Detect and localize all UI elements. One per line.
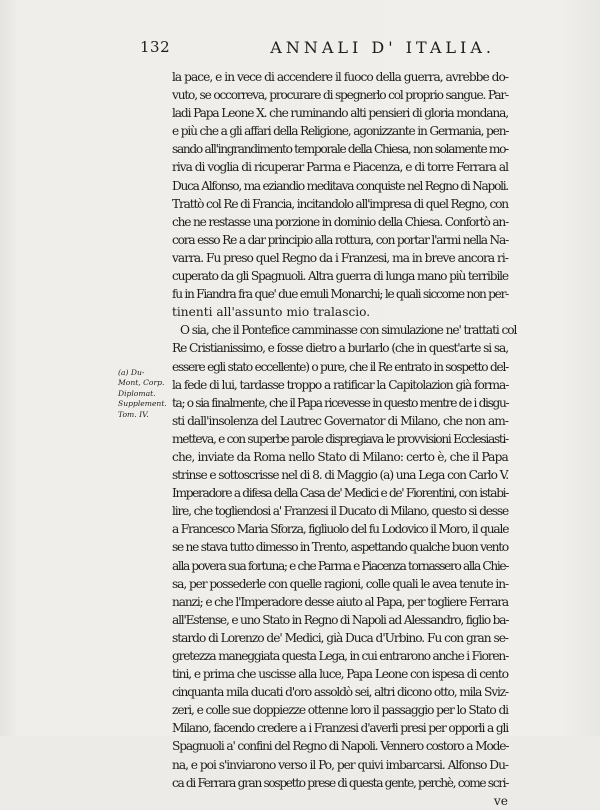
text-line: strinse e sottoscrisse nel di 8. di Maggio (a) una Lega con Carlo V. — [172, 468, 508, 483]
text-line: ta; o sia finalmente, che il Papa ricevesse in questo mentre de i disgu- — [172, 395, 509, 410]
text-line: vuto, se occorreva, procurare di spegnerlo col proprio sangue. Par- — [172, 88, 508, 103]
text-line: cuperato da gli Spagnuoli. Altra guerra di lunga mano più terribile — [172, 269, 508, 284]
text-line: stardo di Lorenzo de' Medici, già Duca d'Urbino. Fu con gran se- — [172, 630, 508, 645]
text-line: Re Cristianissimo, e fosse dietro a burlarlo (che in quest'arte si sa, — [172, 341, 509, 356]
text-line: na, e poi s'inviarono verso il Po, per quivi imbarcarsi. Alfonso Du- — [172, 757, 509, 772]
text-line: Spagnuoli a' confini del Regno di Napoli. Vennero costoro a Mode- — [172, 739, 509, 754]
text-line: varra. Fu preso quel Regno da i Franzesi, ma in breve ancora ri- — [172, 250, 508, 265]
body-text — [172, 68, 517, 810]
text-line: Milano, facendo credere a i Franzesi d'averli presi per opporli a gli — [172, 721, 509, 736]
text-line: essere egli stato eccellente) o pure, che il Re entrato in sospetto del- — [172, 359, 508, 374]
text-line: zeri, e colle sue doppiezze ottenne loro il passaggio per lo Stato di — [172, 703, 508, 718]
text-line: se ne stava tutto dimesso in Trento, aspettando qualche buon vento — [172, 540, 508, 555]
text-line: riva di voglia di ricuperar Parma e Piacenza, e di torre Ferrara al — [172, 160, 508, 175]
text-line: che ne restasse una porzione in dominio della Chiesa. Confortò an- — [172, 214, 509, 229]
running-head: ANNALI D' ITALIA. — [270, 38, 495, 57]
text-line: Duca Alfonso, ma eziandio meditava conquiste nel Regno di Napoli. — [172, 178, 509, 193]
text-line: Trattò col Re di Francia, incitandolo all'impresa di quel Regno, con — [172, 196, 508, 211]
text-line: a Francesco Maria Sforza, figliuolo del fu Lodovico il Moro, il quale — [172, 522, 509, 537]
marginal-note-line: Supplement. — [118, 399, 167, 409]
text-line: e più che a gli affari della Religione, agonizzante in Germania, pen- — [172, 124, 509, 139]
text-line: alla povera sua fortuna; e che Parma e Piacenza tornassero alla Chie- — [172, 558, 508, 573]
text-line: metteva, e con superbe parole dispregiava le provvisioni Ecclesiasti- — [172, 431, 508, 446]
text-line: la fede di lui, tardasse troppo a ratificar la Capitolazion già forma- — [172, 377, 509, 392]
text-line: sti dall'insolenza del Lautrec Governator di Milano, che non am- — [172, 413, 509, 428]
text-line: che, inviate da Roma nello Stato di Milano: certo è, che il Papa — [172, 449, 508, 464]
marginal-note-line: Tom. IV. — [118, 409, 149, 419]
text-line: ladi Papa Leone X. che ruminando alti pensieri di gloria mondana, — [172, 106, 509, 121]
text-line: tinenti all'assunto mio tralascio. — [172, 305, 371, 320]
text-line: O sia, che il Pontefice camminasse con simulazione ne' trattati col — [180, 323, 517, 338]
text-line: cinquanta mila ducati d'oro assoldò sei, altri dicono otto, mila Sviz- — [172, 685, 508, 700]
text-line: lire, che togliendosi a' Franzesi il Ducato di Milano, questo si desse — [172, 504, 509, 519]
marginal-note — [118, 368, 174, 420]
marginal-note-line: Diplomat. — [118, 388, 156, 398]
page-number: 132 — [140, 38, 171, 56]
text-line: sando all'ingrandimento temporale della Chiesa, non solamente mo- — [172, 142, 508, 157]
text-line: all'Estense, e uno Stato in Regno di Napoli ad Alessandro, figlio ba- — [172, 612, 509, 627]
text-line: la pace, e in vece di accendere il fuoco della guerra, avrebbe do- — [172, 70, 508, 84]
text-line: nanzi; e che l'Imperadore desse aiuto al Papa, per togliere Ferrara — [172, 594, 509, 609]
text-line: ca di Ferrara gran sospetto prese di questa gente, perchè, come scri- — [172, 775, 509, 790]
page-header — [140, 38, 495, 60]
marginal-note-line: Mont, Corp. — [118, 378, 165, 388]
text-line: sa, per possederle con quelle ragioni, colle quali le avea tenute in- — [172, 576, 508, 591]
catchword: ve — [493, 793, 508, 808]
marginal-note-line: (a) Du- — [118, 368, 145, 377]
text-line: Imperadore a difesa della Casa de' Medici e de' Fiorentini, con istabi- — [172, 486, 509, 501]
text-line: cora esso Re a dar principio alla rottura, con portar l'armi nella Na- — [172, 232, 509, 247]
text-line: tini, e prima che uscisse alla luce, Papa Leone con ispesa di cento — [172, 667, 509, 682]
text-line: fu in Fiandra fra que' due emuli Monarchi; le quali siccome non per- — [172, 287, 508, 302]
text-line: gretezza maneggiata questa Lega, in cui entrarono anche i Fioren- — [172, 649, 508, 663]
